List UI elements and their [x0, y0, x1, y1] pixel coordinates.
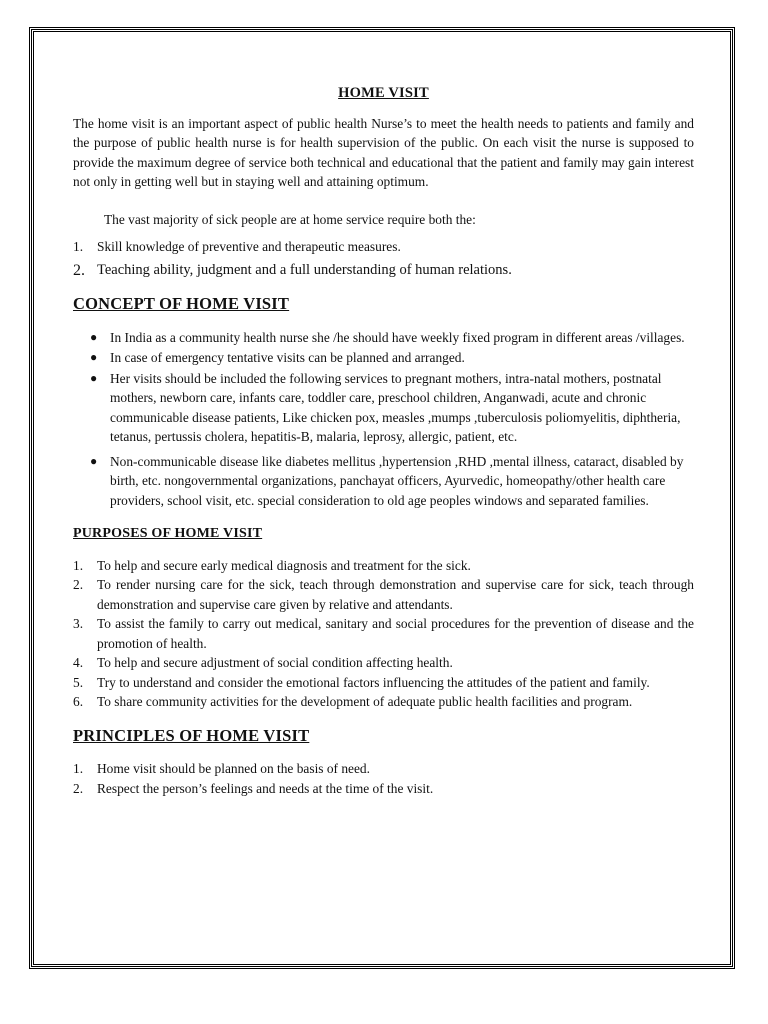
list-item-text: To share community activities for the development of adequate public health facilities and program.	[97, 694, 633, 709]
list-item-text: To render nursing care for the sick, teach through demonstration and supervise care for sick, teach through demonstration and supervise care given by relative and attendants.	[97, 577, 694, 612]
list-number: 2.	[73, 577, 84, 592]
document-title: HOME VISIT	[338, 85, 429, 101]
list-item	[73, 369, 694, 447]
requirement-intro: The vast majority of sick people are at home service require both the:	[104, 211, 476, 227]
principles-heading: PRINCIPLES OF HOME VISIT	[73, 725, 310, 745]
principles-list	[73, 759, 694, 798]
concept-heading: CONCEPT OF HOME VISIT	[73, 294, 290, 313]
list-number: 1.	[73, 557, 84, 573]
list-number: 5.	[73, 674, 84, 690]
list-number: 4.	[73, 655, 84, 670]
list-item-text: Respect the person’s feelings and needs at the time of the visit.	[97, 780, 434, 796]
list-item	[73, 614, 694, 653]
concept-list	[73, 328, 694, 511]
list-item	[73, 779, 694, 799]
list-number: 1.	[73, 239, 84, 254]
list-number: 2.	[73, 780, 84, 796]
list-number: 2.	[73, 261, 85, 279]
requirements-list	[73, 237, 694, 280]
purposes-list	[73, 556, 694, 712]
bullet-icon: ●	[90, 370, 98, 385]
list-item	[73, 237, 694, 257]
list-item	[73, 759, 694, 779]
list-number: 1.	[73, 761, 84, 776]
list-item-text: In case of emergency tentative visits can be planned and arranged.	[110, 350, 465, 365]
list-item-text: To help and secure early medical diagnosis and treatment for the sick.	[97, 557, 471, 573]
intro-paragraph: The home visit is an important aspect of public health Nurse’s to meet the health needs to patients and family and the purpose of public health nurse is for health supervision of the public. On each visit the nurse is supposed to provide the maximum degree of service both technical and educational that the patient and family may gain interest not only in getting well but in staying well and attaining optimum.	[73, 115, 694, 189]
list-item	[73, 348, 694, 368]
list-item	[73, 653, 694, 673]
list-item-text: Teaching ability, judgment and a full understanding of human relations.	[97, 261, 512, 278]
bullet-icon: ●	[90, 350, 98, 364]
list-item-text: Non-communicable disease like diabetes mellitus ,hypertension ,RHD ,mental illness, cataract, disabled by birth, etc. nongovernmental organizations, panchayat officers, Ayurvedic, homeopathy/other health care providers, school visit, etc. special consideration to old age peoples windows and separated families.	[110, 453, 684, 508]
list-item	[73, 575, 694, 614]
bullet-icon: ●	[90, 453, 98, 468]
list-item	[73, 261, 694, 281]
list-item-text: Skill knowledge of preventive and therapeutic measures.	[97, 239, 401, 254]
list-item-text: Try to understand and consider the emotional factors influencing the attitudes of the patient and family.	[97, 674, 650, 690]
purposes-heading: PURPOSES OF HOME VISIT	[73, 526, 263, 541]
list-number: 3.	[73, 616, 84, 631]
list-item-text: Home visit should be planned on the basis of need.	[97, 761, 370, 776]
list-item-text: In India as a community health nurse she /he should have weekly fixed program in different areas /villages.	[110, 329, 685, 345]
list-item	[73, 452, 694, 511]
bullet-icon: ●	[90, 329, 98, 344]
list-item	[73, 673, 694, 693]
list-item	[73, 692, 694, 712]
list-item-text: Her visits should be included the following services to pregnant mothers, intra-natal mothers, postnatal mothers, newborn care, infants care, toddler care, preschool children, Anganwadi, acute and chronic communicable disease patients, Like chicken pox, measles ,mumps ,tuberculosis poliomyelitis, diphtheria, tetanus, pertussis cholera, hepatitis-B, malaria, leprosy, allergic, patient, etc.	[110, 370, 681, 444]
list-item	[73, 328, 694, 348]
document-body	[73, 84, 694, 798]
list-item-text: To help and secure adjustment of social condition affecting health.	[97, 655, 453, 670]
list-number: 6.	[73, 694, 84, 709]
list-item	[73, 556, 694, 576]
list-item-text: To assist the family to carry out medical, sanitary and social procedures for the prevention of disease and the promotion of health.	[97, 616, 694, 651]
